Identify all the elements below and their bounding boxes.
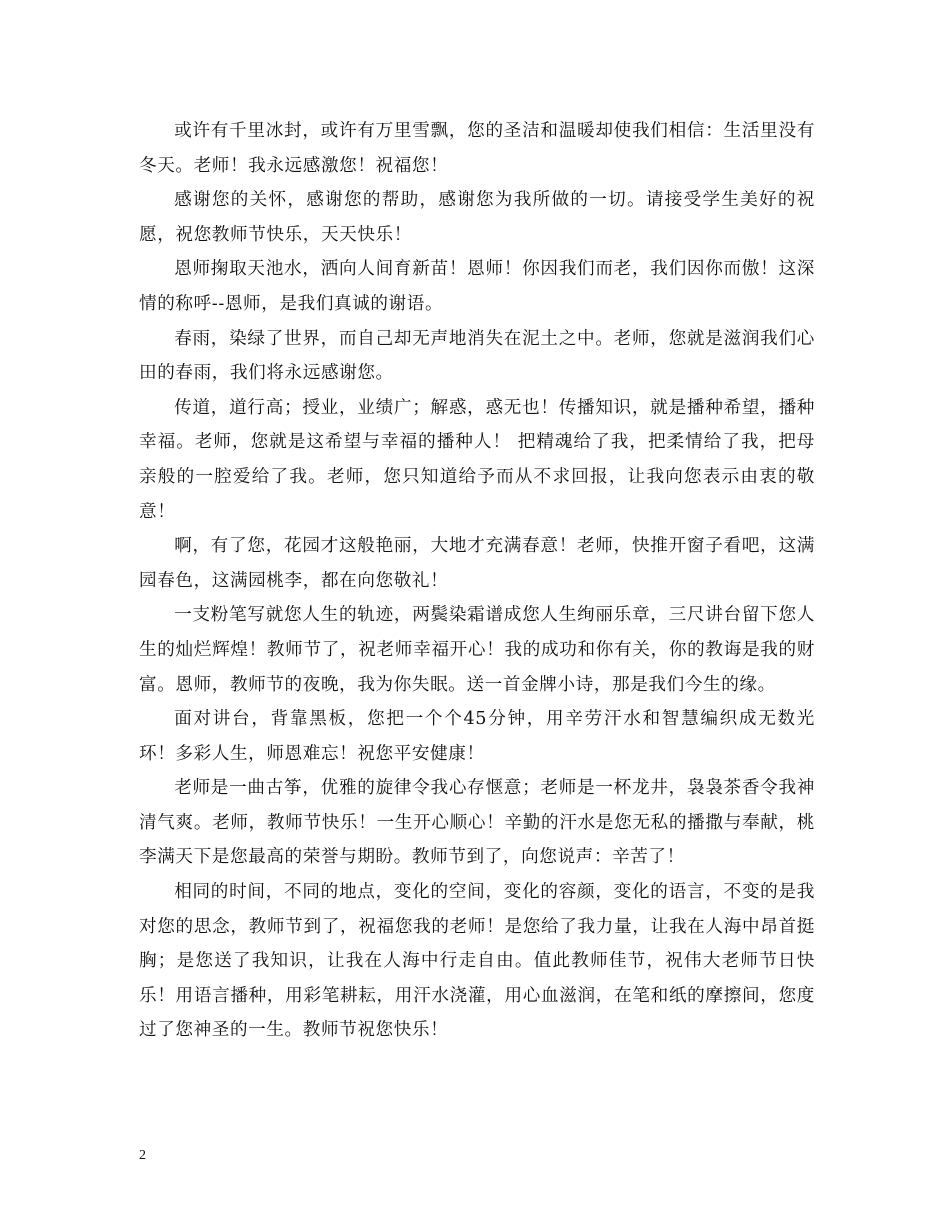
paragraph: 春雨，染绿了世界，而自己却无声地消失在泥土之中。老师，您就是滋润我们心田的春雨，我们将永远感谢您。 (139, 328, 815, 384)
paragraph: 啊，有了您，花园才这般艳丽，大地才充满春意！老师，快推开窗子看吧，这满园春色，这满园桃李，都在向您敬礼！ (139, 536, 815, 591)
page-number: 2 (139, 1148, 146, 1163)
paragraph: 感谢您的关怀，感谢您的帮助，感谢您为我所做的一切。请接受学生美好的祝愿，祝您教师节快乐，天天快乐！ (139, 190, 815, 245)
paragraph: 相同的时间，不同的地点，变化的空间，变化的容颜，变化的语言，不变的是我对您的思念，教师节到了，祝福您我的老师！是您给了我力量，让我在人海中昂首挺胸；是您送了我知识，让我在人海中行走自由。值此教师佳节，祝伟大老师节日快乐！用语言播种，用彩笔耕耘，用汗水浇灌，用心血滋润，在笔和纸的摩擦间，您度过了您神圣的一生。教师节祝您快乐！ (139, 882, 815, 1041)
paragraph: 或许有千里冰封，或许有万里雪飘，您的圣洁和温暖却使我们相信：生活里没有冬天。老师！我永远感激您！祝福您！ (139, 121, 815, 176)
paragraph: 恩师掬取天池水，洒向人间育新苗！恩师！你因我们而老，我们因你而傲！这深情的称呼--恩师，是我们真诚的谢语。 (139, 259, 815, 314)
paragraph: 面对讲台，背靠黑板，您把一个个45分钟，用辛劳汗水和智慧编织成无数光环！多彩人生，师恩难忘！祝您平安健康！ (139, 709, 815, 764)
document-body (139, 114, 815, 1048)
paragraph: 老师是一曲古筝，优雅的旋律令我心存惬意；老师是一杯龙井，袅袅茶香令我神清气爽。老师，教师节快乐！一生开心顺心！辛勤的汗水是您无私的播撒与奉献，桃李满天下是您最高的荣誉与期盼。教师节到了，向您说声：辛苦了！ (139, 778, 815, 868)
paragraph: 传道，道行高；授业，业绩广；解惑，惑无也！传播知识，就是播种希望，播种幸福。老师，您就是这希望与幸福的播种人！ 把精魂给了我，把柔情给了我，把母亲般的一腔爱给了我。老师，您只知道给予而从不求回报，让我向您表示由衷的敬意！ (139, 397, 815, 522)
paragraph: 一支粉笔写就您人生的轨迹，两鬓染霜谱成您人生绚丽乐章，三尺讲台留下您人生的灿烂辉煌！教师节了，祝老师幸福开心！我的成功和你有关，你的教诲是我的财富。恩师，教师节的夜晚，我为你失眠。送一首金牌小诗，那是我们今生的缘。 (139, 605, 815, 695)
